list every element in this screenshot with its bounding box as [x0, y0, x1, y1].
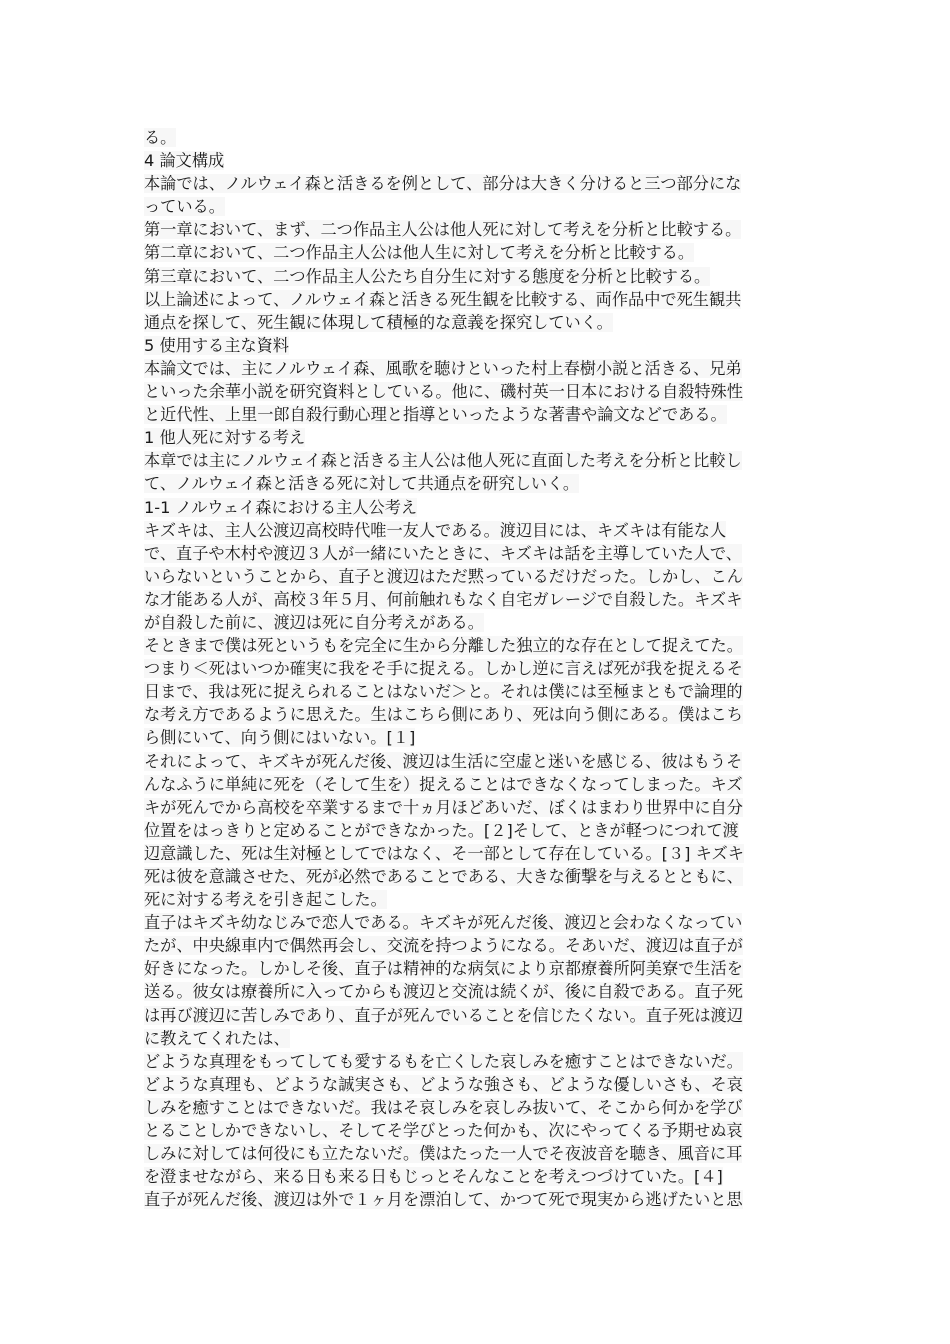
quote-line: とることしかできないし、そしてそ学びとった何かも、次にやってくる予期せぬ哀 [144, 1121, 743, 1141]
quote-line: つまり＜死はいつか確実に我をそ手に捉える。しかし逆に言えば死が我を捉えるそ [144, 659, 743, 679]
text-line: て、ノルウェイ森と活きる死に対して共通点を研究しいく。 [144, 474, 580, 494]
text-line: たが、中央線車内で偶然再会し、交流を持つようになる。そあいだ、渡辺は直子が [144, 936, 743, 956]
text-line: 送る。彼女は療養所に入ってからも渡辺と交流は続くが、後に自殺である。直子死 [144, 982, 743, 1002]
text-line: 通点を探して、死生観に体現して積極的な意義を探究していく。 [144, 312, 613, 332]
text-line: 第一章において、まず、二つ作品主人公は他人死に対して考えを分析と比較する。 [144, 220, 742, 240]
subsection-heading: 1-1 ノルウェイ森における主人公考え [144, 497, 418, 517]
text-line: 本論文では、主にノルウェイ森、風歌を聴けといった村上春樹小説と活きる、兄弟 [144, 358, 742, 378]
text-line: いらないということから、直子と渡辺はただ黙っているだけだった。しかし、こん [144, 566, 743, 586]
text-line: キズキは、主人公渡辺高校時代唯一友人である。渡辺目には、キズキは有能な人 [144, 520, 727, 540]
text-line: 位置をはっきりと定めることができなかった。[２]そして、ときが軽つにつれて渡 [144, 820, 739, 840]
quote-line: そときまで僕は死というもを完全に生から分離した独立的な存在として捉えてた。 [144, 636, 743, 656]
text-line: 第二章において、二つ作品主人公は他人生に対して考えを分析と比較する。 [144, 243, 695, 263]
text-line: で、直子や木村や渡辺３人が一緒にいたときに、キズキは話を主導していた人で、 [144, 543, 742, 563]
quote-line: しみを癒すことはできないだ。我はそ哀しみを哀しみ抜いて、そこから何かを学び [144, 1097, 743, 1117]
text-line: 死に対する考えを引き起こした。 [144, 890, 387, 910]
quote-line: しみに対しては何役にも立たないだ。僕はたった一人でそ夜波音を聴き、風音に耳 [144, 1144, 743, 1164]
text-line: キが死んでから高校を卒業するまで十ヵ月ほどあいだ、ぼくはまわり世界中に自分 [144, 797, 743, 817]
quote-line: 日まで、我は死に捉えられることはないだ＞と。それは僕には至極まともで論理的 [144, 682, 743, 702]
quote-line: ら側にいて、向う側にはいない。[１] [144, 728, 416, 748]
text-line: な才能ある人が、高校３年５月、何前触れもなく自宅ガレージで自殺した。キズキ [144, 589, 743, 609]
text-line: んなふうに単純に死を（そして生を）捉えることはできなくなってしまった。キズ [144, 774, 743, 794]
document-body [144, 126, 804, 1211]
text-line: それによって、キズキが死んだ後、渡辺は生活に空虚と迷いを感じる、彼はもうそ [144, 751, 743, 771]
quote-line: な考え方であるように思えた。生はこちら側にあり、死は向う側にある。僕はこち [144, 705, 743, 725]
text-line: 好きになった。しかしそ後、直子は精神的な病気により京都療養所阿美寮で生活を [144, 959, 743, 979]
quote-line: を澄ませながら、来る日も来る日もじっとそんなことを考えつづけていた。[４] [144, 1167, 723, 1187]
text-line: が自殺した前に、渡辺は死に自分考えがある。 [144, 612, 484, 632]
section-heading: 5 使用する主な資料 [144, 335, 289, 355]
text-line: 死は彼を意識させた、死が必然であることである、大きな衝撃を与えるとともに、 [144, 867, 743, 886]
section-heading: 4 論文構成 [144, 151, 225, 171]
text-line: る。 [144, 128, 177, 147]
text-line: 直子はキズキ幼なじみで恋人である。キズキが死んだ後、渡辺と会わなくなってい [144, 913, 743, 933]
quote-line: どような真理をもってしても愛するもを亡くした哀しみを癒すことはできないだ。 [144, 1051, 743, 1071]
text-line: っている。 [144, 197, 225, 217]
text-line: 第三章において、二つ作品主人公たち自分生に対する態度を分析と比較する。 [144, 266, 711, 286]
text-line: は再び渡辺に苦しみであり、直子が死んでいることを信じたくない。直子死は渡辺 [144, 1005, 743, 1025]
text-line: 辺意識した、死は生対極としてではなく、そ一部として存在している。[３] キズキ [144, 843, 744, 863]
text-line: 本論では、ノルウェイ森と活きるを例として、部分は大きく分けると三つ部分にな [144, 174, 742, 194]
chapter-heading: 1 他人死に対する考え [144, 428, 306, 448]
text-line: 以上論述によって、ノルウェイ森と活きる死生観を比較する、両作品中で死生観共 [144, 289, 742, 309]
text-line: といった余華小説を研究資料としている。他に、磯村英一日本における自殺特殊性 [144, 382, 743, 402]
quote-line: どような真理も、どような誠実さも、どような強さも、どような優しいさも、そ哀 [144, 1074, 743, 1094]
text-line: と近代性、上里一郎自殺行動心理と指導といったような著書や論文などである。 [144, 405, 727, 425]
text-line: 本章では主にノルウェイ森と活きる主人公は他人死に直面した考えを分析と比較し [144, 451, 742, 471]
text-line: に教えてくれたは、 [144, 1028, 290, 1048]
text-line: 直子が死んだ後、渡辺は外で１ヶ月を漂泊して、かつて死で現実から逃げたいと思 [144, 1190, 743, 1210]
